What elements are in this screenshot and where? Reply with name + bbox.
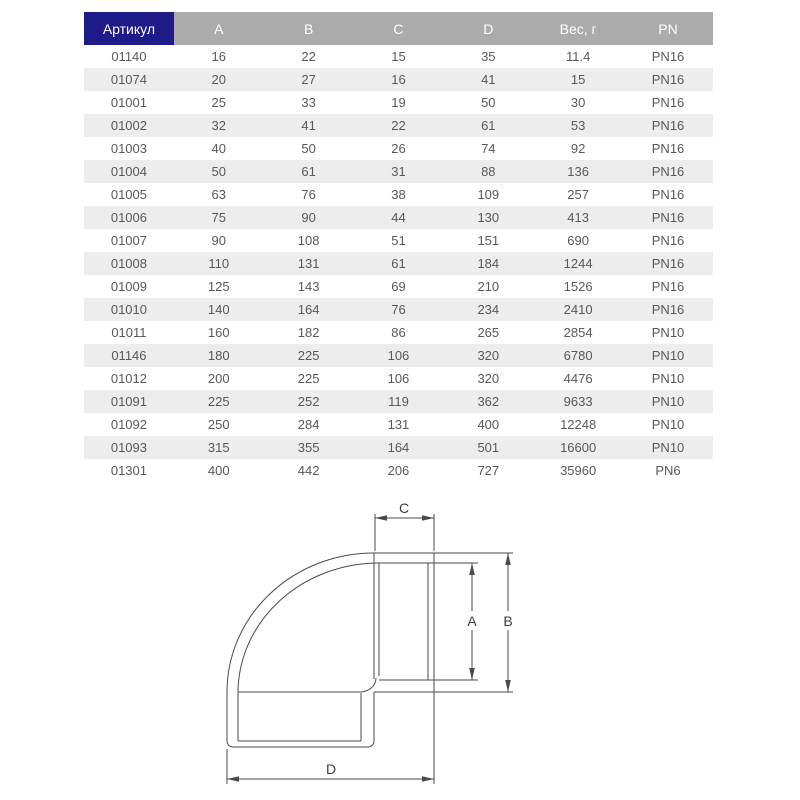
cell-c: 76	[354, 298, 444, 321]
cell-weight: 690	[533, 229, 623, 252]
cell-b: 33	[264, 91, 354, 114]
cell-d: 74	[443, 137, 533, 160]
cell-d: 35	[443, 45, 533, 68]
dimension-a	[463, 563, 481, 680]
cell-weight: 6780	[533, 344, 623, 367]
cell-pn: PN16	[623, 252, 713, 275]
cell-article: 01009	[84, 275, 174, 298]
cell-a: 110	[174, 252, 264, 275]
cell-weight: 4476	[533, 367, 623, 390]
cell-weight: 2410	[533, 298, 623, 321]
cell-d: 41	[443, 68, 533, 91]
cell-b: 50	[264, 137, 354, 160]
dimension-b	[499, 553, 517, 692]
cell-c: 22	[354, 114, 444, 137]
inner-corner-fillet	[360, 678, 376, 692]
cell-article: 01010	[84, 298, 174, 321]
column-header-pn: PN	[623, 12, 713, 45]
cell-article: 01074	[84, 68, 174, 91]
cell-a: 25	[174, 91, 264, 114]
cell-c: 31	[354, 160, 444, 183]
cell-weight: 53	[533, 114, 623, 137]
dimension-c	[375, 500, 434, 551]
cell-pn: PN10	[623, 344, 713, 367]
cell-c: 15	[354, 45, 444, 68]
cell-a: 50	[174, 160, 264, 183]
cell-b: 61	[264, 160, 354, 183]
cell-weight: 9633	[533, 390, 623, 413]
dim-label-a: A	[467, 613, 477, 629]
cell-weight: 413	[533, 206, 623, 229]
cell-c: 106	[354, 367, 444, 390]
dim-label-c: C	[398, 500, 410, 516]
cell-article: 01008	[84, 252, 174, 275]
cell-b: 252	[264, 390, 354, 413]
cell-c: 61	[354, 252, 444, 275]
cell-c: 86	[354, 321, 444, 344]
cell-weight: 257	[533, 183, 623, 206]
cell-article: 01007	[84, 229, 174, 252]
cell-c: 206	[354, 459, 444, 482]
column-header-a: A	[174, 12, 264, 45]
cell-article: 01005	[84, 183, 174, 206]
cell-article: 01011	[84, 321, 174, 344]
arrowhead	[422, 776, 434, 782]
cell-weight: 92	[533, 137, 623, 160]
cell-a: 63	[174, 183, 264, 206]
cell-a: 16	[174, 45, 264, 68]
cell-c: 131	[354, 413, 444, 436]
outer-arc	[227, 553, 374, 692]
arrowhead	[375, 515, 387, 521]
cell-a: 250	[174, 413, 264, 436]
cell-pn: PN16	[623, 298, 713, 321]
cell-pn: PN16	[623, 160, 713, 183]
cell-pn: PN16	[623, 91, 713, 114]
cell-pn: PN10	[623, 367, 713, 390]
cell-d: 50	[443, 91, 533, 114]
cell-a: 200	[174, 367, 264, 390]
cell-c: 164	[354, 436, 444, 459]
cell-d: 210	[443, 275, 533, 298]
cell-article: 01004	[84, 160, 174, 183]
arrowhead	[422, 515, 434, 521]
cell-weight: 136	[533, 160, 623, 183]
cell-article: 01091	[84, 390, 174, 413]
cell-article: 01003	[84, 137, 174, 160]
column-header-d: D	[443, 12, 533, 45]
cell-d: 320	[443, 367, 533, 390]
cell-article: 01301	[84, 459, 174, 482]
column-header-c: C	[354, 12, 444, 45]
arrowhead	[469, 668, 475, 680]
cell-a: 32	[174, 114, 264, 137]
cell-c: 26	[354, 137, 444, 160]
cell-a: 225	[174, 390, 264, 413]
cell-b: 284	[264, 413, 354, 436]
cell-c: 19	[354, 91, 444, 114]
cell-b: 442	[264, 459, 354, 482]
cell-a: 315	[174, 436, 264, 459]
cell-a: 160	[174, 321, 264, 344]
cell-pn: PN16	[623, 206, 713, 229]
cell-weight: 12248	[533, 413, 623, 436]
cell-c: 69	[354, 275, 444, 298]
cell-article: 01002	[84, 114, 174, 137]
cell-d: 320	[443, 344, 533, 367]
cell-d: 265	[443, 321, 533, 344]
cell-b: 182	[264, 321, 354, 344]
cell-pn: PN16	[623, 137, 713, 160]
cell-b: 164	[264, 298, 354, 321]
cell-article: 01012	[84, 367, 174, 390]
cell-b: 76	[264, 183, 354, 206]
cell-article: 01093	[84, 436, 174, 459]
cell-c: 38	[354, 183, 444, 206]
cell-article: 01092	[84, 413, 174, 436]
cell-weight: 16600	[533, 436, 623, 459]
cell-d: 130	[443, 206, 533, 229]
cell-weight: 2854	[533, 321, 623, 344]
cell-article: 01146	[84, 344, 174, 367]
cell-a: 140	[174, 298, 264, 321]
cell-pn: PN16	[623, 229, 713, 252]
cell-a: 20	[174, 68, 264, 91]
cell-d: 88	[443, 160, 533, 183]
cell-pn: PN16	[623, 68, 713, 91]
cell-article: 01001	[84, 91, 174, 114]
cell-b: 225	[264, 344, 354, 367]
column-header-b: B	[264, 12, 354, 45]
cell-pn: PN16	[623, 275, 713, 298]
cell-d: 109	[443, 183, 533, 206]
cell-weight: 15	[533, 68, 623, 91]
cell-c: 16	[354, 68, 444, 91]
cell-a: 180	[174, 344, 264, 367]
dimension-d	[227, 749, 434, 784]
column-header-article: Артикул	[84, 12, 174, 45]
cell-b: 90	[264, 206, 354, 229]
cell-d: 727	[443, 459, 533, 482]
column-header-weight: Вес, г	[533, 12, 623, 45]
arrowhead	[469, 563, 475, 575]
cell-article: 01006	[84, 206, 174, 229]
cell-weight: 11.4	[533, 45, 623, 68]
cell-d: 400	[443, 413, 533, 436]
cell-b: 108	[264, 229, 354, 252]
cell-b: 225	[264, 367, 354, 390]
cell-pn: PN10	[623, 321, 713, 344]
cell-pn: PN16	[623, 114, 713, 137]
cell-weight: 35960	[533, 459, 623, 482]
cell-b: 22	[264, 45, 354, 68]
cell-weight: 1244	[533, 252, 623, 275]
cell-weight: 1526	[533, 275, 623, 298]
cell-pn: PN6	[623, 459, 713, 482]
cell-d: 362	[443, 390, 533, 413]
cell-c: 119	[354, 390, 444, 413]
arrowhead	[505, 680, 511, 692]
cell-a: 400	[174, 459, 264, 482]
cell-d: 234	[443, 298, 533, 321]
cell-d: 184	[443, 252, 533, 275]
cell-pn: PN16	[623, 45, 713, 68]
cell-pn: PN10	[623, 436, 713, 459]
cell-article: 01140	[84, 45, 174, 68]
cell-d: 501	[443, 436, 533, 459]
cell-b: 27	[264, 68, 354, 91]
cell-c: 44	[354, 206, 444, 229]
cell-a: 90	[174, 229, 264, 252]
inner-arc	[238, 563, 379, 693]
cell-c: 51	[354, 229, 444, 252]
cell-a: 75	[174, 206, 264, 229]
cell-pn: PN16	[623, 183, 713, 206]
cell-b: 143	[264, 275, 354, 298]
cell-weight: 30	[533, 91, 623, 114]
cell-d: 151	[443, 229, 533, 252]
cell-pn: PN10	[623, 413, 713, 436]
cell-a: 40	[174, 137, 264, 160]
cell-d: 61	[443, 114, 533, 137]
arrowhead	[505, 553, 511, 565]
dim-label-d: D	[325, 761, 337, 777]
cell-b: 41	[264, 114, 354, 137]
cell-a: 125	[174, 275, 264, 298]
cell-pn: PN10	[623, 390, 713, 413]
dim-label-b: B	[503, 613, 513, 629]
arrowhead	[227, 776, 239, 782]
cell-c: 106	[354, 344, 444, 367]
cell-b: 355	[264, 436, 354, 459]
cell-b: 131	[264, 252, 354, 275]
